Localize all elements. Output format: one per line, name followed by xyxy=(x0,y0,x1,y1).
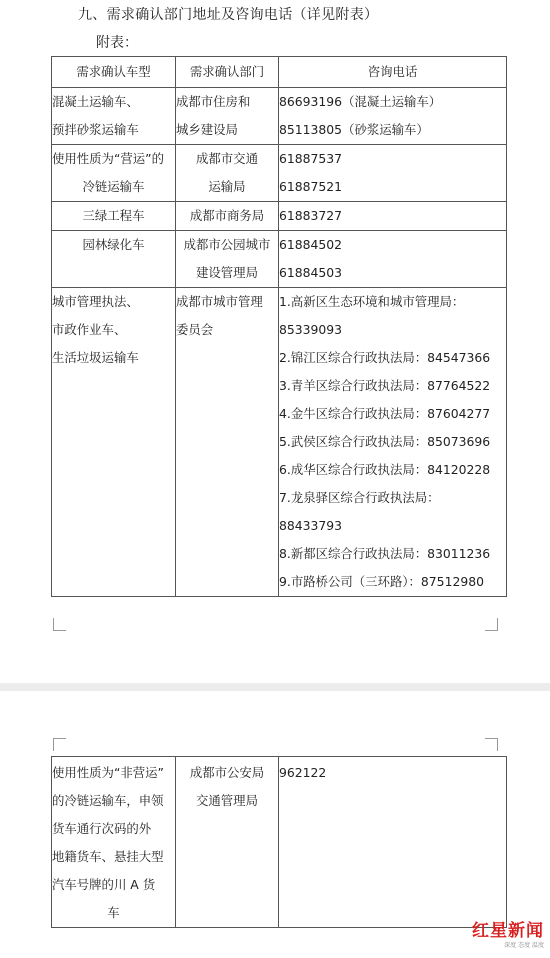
cell-phone: 1.高新区生态环境和城市管理局： 85339093 2.锦江区综合行政执法局：84547366 3.青羊区综合行政执法局：87764522 4.金牛区综合行政执法局：87604277 5.武侯区综合行政执法局：85073696 6.成华区综合行政执法局：84120228 7.龙泉驿区综合行政执法局： 88433793 8.新都区综合行政执法局：83011236 9.市路桥公司（三环路）：87512980 xyxy=(279,288,507,597)
cell-phone: 61887537 61887521 xyxy=(279,145,507,202)
cell-phone: 86693196（混凝土运输车） 85113805（砂浆运输车） xyxy=(279,88,507,145)
appendix-label: 附表： xyxy=(96,35,138,51)
table-row xyxy=(52,202,507,231)
page-corner-mark xyxy=(53,618,66,631)
table-row xyxy=(52,288,507,597)
cell-vehicle-type: 使用性质为“营运”的 冷链运输车 xyxy=(52,145,176,202)
header-phone: 咨询电话 xyxy=(279,57,507,88)
cell-department: 成都市公安局 交通管理局 xyxy=(176,757,279,928)
section-heading: 九、需求确认部门地址及咨询电话（详见附表） xyxy=(78,7,379,23)
table-header-row xyxy=(52,57,507,88)
page-corner-mark xyxy=(53,738,66,751)
cell-department: 成都市商务局 xyxy=(176,202,279,231)
table-row xyxy=(52,88,507,145)
cell-vehicle-type: 使用性质为“非营运” 的冷链运输车，申领 货车通行次码的外 地籍货车、悬挂大型 汽车号牌的川 A 货 车 xyxy=(52,757,176,928)
cell-phone: 962122 xyxy=(279,757,507,928)
logo-tagline: 深度 态度 温度 xyxy=(504,942,544,949)
cell-phone: 61883727 xyxy=(279,202,507,231)
logo-brand: 红星新闻 xyxy=(472,921,544,941)
cell-vehicle-type: 园林绿化车 xyxy=(52,231,176,288)
header-vehicle-type: 需求确认车型 xyxy=(52,57,176,88)
cell-phone: 61884502 61884503 xyxy=(279,231,507,288)
table-row xyxy=(52,145,507,202)
page-break xyxy=(0,683,550,691)
contact-table-continued xyxy=(51,756,507,928)
table-row xyxy=(52,231,507,288)
cell-vehicle-type: 城市管理执法、 市政作业车、 生活垃圾运输车 xyxy=(52,288,176,597)
contact-table xyxy=(51,56,507,597)
page-corner-mark xyxy=(485,618,498,631)
header-department: 需求确认部门 xyxy=(176,57,279,88)
cell-vehicle-type: 混凝土运输车、 预拌砂浆运输车 xyxy=(52,88,176,145)
news-logo xyxy=(464,920,544,954)
cell-department: 成都市城市管理 委员会 xyxy=(176,288,279,597)
cell-department: 成都市住房和 城乡建设局 xyxy=(176,88,279,145)
cell-vehicle-type: 三绿工程车 xyxy=(52,202,176,231)
cell-department: 成都市交通 运输局 xyxy=(176,145,279,202)
page-corner-mark xyxy=(485,738,498,751)
table-row xyxy=(52,757,507,928)
cell-department: 成都市公园城市 建设管理局 xyxy=(176,231,279,288)
